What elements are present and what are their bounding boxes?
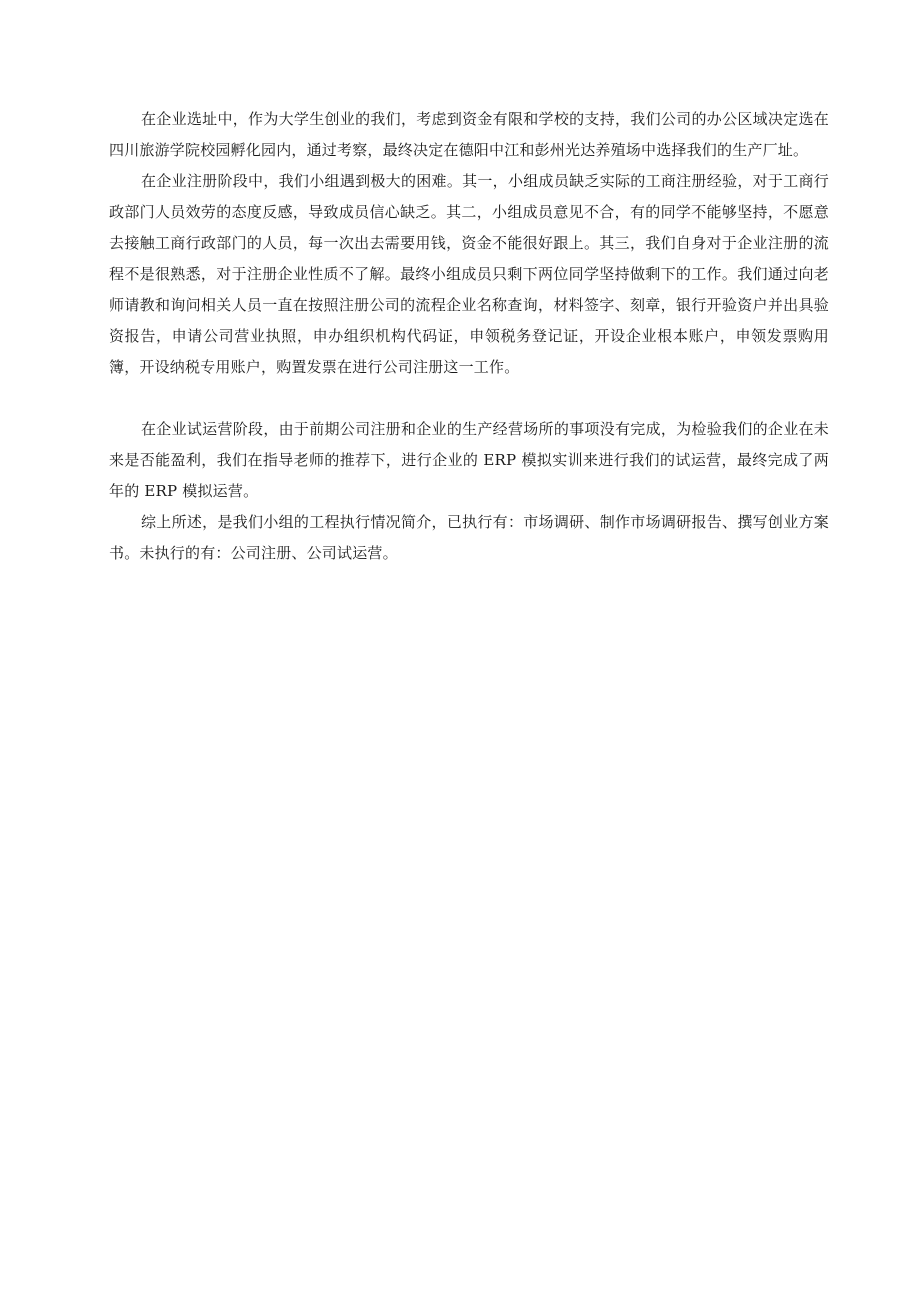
paragraph-spacer	[109, 383, 829, 414]
paragraph-summary: 综上所述，是我们小组的工程执行情况简介，已执行有：市场调研、制作市场调研报告、撰写创业方案书。未执行的有：公司注册、公司试运营。	[109, 513, 829, 562]
paragraph-trial-operation: 在企业试运营阶段，由于前期公司注册和企业的生产经营场所的事项没有完成，为检验我们的企业在未来是否能盈利，我们在指导老师的推荐下，进行企业的 ERP 模拟实训来进行我们的试运营，最终完成了两年的 ERP 模拟运营。	[109, 420, 829, 500]
document-body	[109, 104, 829, 569]
paragraph-registration: 在企业注册阶段中，我们小组遇到极大的困难。其一，小组成员缺乏实际的工商注册经验，对于工商行政部门人员效劳的态度反感，导致成员信心缺乏。其二，小组成员意见不合，有的同学不能够坚持，不愿意去接触工商行政部门的人员，每一次出去需要用钱，资金不能很好跟上。其三，我们自身对于企业注册的流程不是很熟悉，对于注册企业性质不了解。最终小组成员只剩下两位同学坚持做剩下的工作。我们通过向老师请教和询问相关人员一直在按照注册公司的流程企业名称查询，材料签字、刻章，银行开验资户并出具验资报告，申请公司营业执照，申办组织机构代码证，申领税务登记证，开设企业根本账户，申领发票购用簿，开设纳税专用账户，购置发票在进行公司注册这一工作。	[109, 172, 829, 376]
paragraph-site-selection: 在企业选址中，作为大学生创业的我们，考虑到资金有限和学校的支持，我们公司的办公区域决定选在四川旅游学院校园孵化园内，通过考察，最终决定在德阳中江和彭州光达养殖场中选择我们的生产厂址。	[109, 110, 829, 159]
